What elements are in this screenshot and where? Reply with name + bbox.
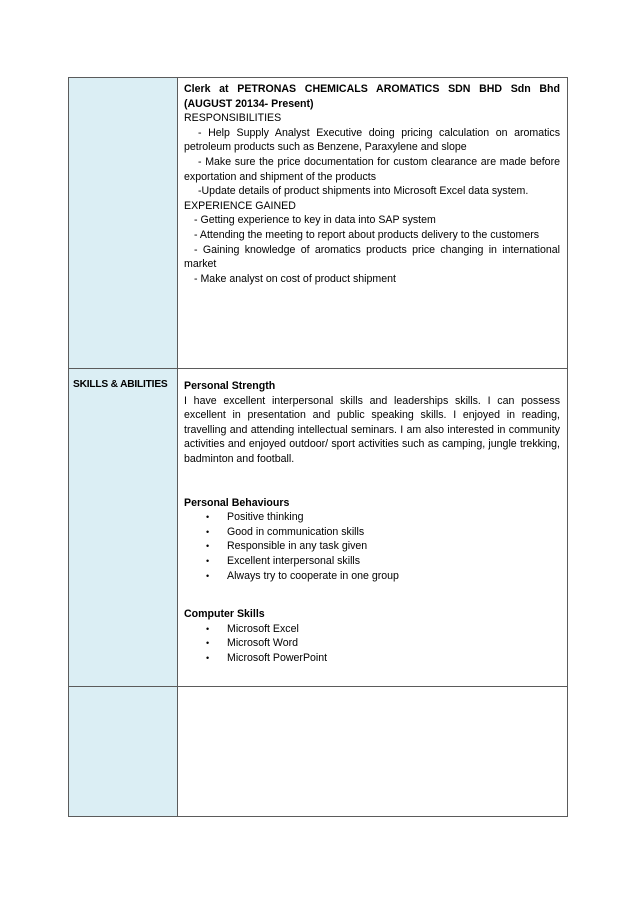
list-item bbox=[206, 510, 560, 525]
bullet-icon: • bbox=[206, 623, 210, 634]
responsibilities-heading: RESPONSIBILITIES bbox=[184, 112, 282, 125]
personal-behaviours-list bbox=[184, 510, 560, 583]
experience-label-cell bbox=[69, 78, 178, 369]
behaviour-text: Responsible in any task given bbox=[227, 540, 368, 553]
computer-skill-text: Microsoft Excel bbox=[227, 622, 299, 635]
list-item bbox=[206, 636, 560, 651]
empty-row bbox=[69, 687, 568, 817]
computer-skill-text: Microsoft PowerPoint bbox=[227, 651, 328, 664]
responsibility-item: - Make sure the price documentation for custom clearance are made before exportation and shipment of the products bbox=[184, 155, 560, 183]
skills-label: SKILLS & ABILITIES bbox=[73, 379, 168, 390]
list-item bbox=[206, 569, 560, 584]
computer-skills-list bbox=[184, 622, 560, 666]
bullet-icon: • bbox=[206, 512, 210, 523]
bullet-icon: • bbox=[206, 555, 210, 566]
responsibility-item: -Update details of product shipments into Microsoft Excel data system. bbox=[198, 185, 529, 198]
behaviour-text: Positive thinking bbox=[227, 511, 304, 524]
behaviour-text: Excellent interpersonal skills bbox=[227, 554, 361, 567]
empty-label-cell bbox=[69, 687, 178, 817]
bullet-icon: • bbox=[206, 638, 210, 649]
experience-gained-heading: EXPERIENCE GAINED bbox=[184, 199, 296, 212]
skills-label-cell bbox=[69, 369, 178, 687]
behaviour-text: Always try to cooperate in one group bbox=[227, 569, 399, 582]
bullet-icon: • bbox=[206, 570, 210, 581]
job-title: Clerk at PETRONAS CHEMICALS AROMATICS SDN BHD Sdn Bhd (AUGUST 20134- Present) bbox=[184, 83, 560, 110]
resume-table bbox=[68, 77, 568, 817]
empty-content-cell bbox=[178, 687, 568, 817]
bullet-icon: • bbox=[206, 652, 210, 663]
list-item bbox=[206, 539, 560, 554]
list-item bbox=[206, 554, 560, 569]
skills-row bbox=[69, 369, 568, 687]
responsibility-item: - Help Supply Analyst Executive doing pricing calculation on aromatics petroleum products such as Benzene, Paraxylene and slope bbox=[184, 126, 560, 154]
skills-content-cell bbox=[178, 369, 568, 687]
personal-strength-text: I have excellent interpersonal skills and leaderships skills. I can possess excellent in presentation and public speaking skills. I enjoyed in reading, travelling and attending intellectual seminars. I am also interested in community activities and enjoyed outdoor/ sport activities such as camping, jungle trekking, badminton and football. bbox=[184, 394, 560, 465]
experience-item: - Make analyst on cost of product shipment bbox=[194, 272, 396, 285]
list-item bbox=[206, 651, 560, 666]
experience-item: - Attending the meeting to report about products delivery to the customers bbox=[194, 228, 540, 241]
behaviour-text: Good in communication skills bbox=[227, 525, 365, 538]
bullet-icon: • bbox=[206, 526, 210, 537]
bullet-icon: • bbox=[206, 541, 210, 552]
experience-item: - Getting experience to key in data into SAP system bbox=[194, 214, 436, 227]
experience-item: - Gaining knowledge of aromatics products price changing in international market bbox=[184, 243, 560, 271]
computer-skills-heading: Computer Skills bbox=[184, 608, 265, 621]
experience-content-cell bbox=[178, 78, 568, 369]
experience-row bbox=[69, 78, 568, 369]
computer-skill-text: Microsoft Word bbox=[227, 637, 299, 650]
list-item bbox=[206, 525, 560, 540]
list-item bbox=[206, 622, 560, 637]
personal-strength-heading: Personal Strength bbox=[184, 380, 276, 392]
personal-behaviours-heading: Personal Behaviours bbox=[184, 496, 290, 509]
